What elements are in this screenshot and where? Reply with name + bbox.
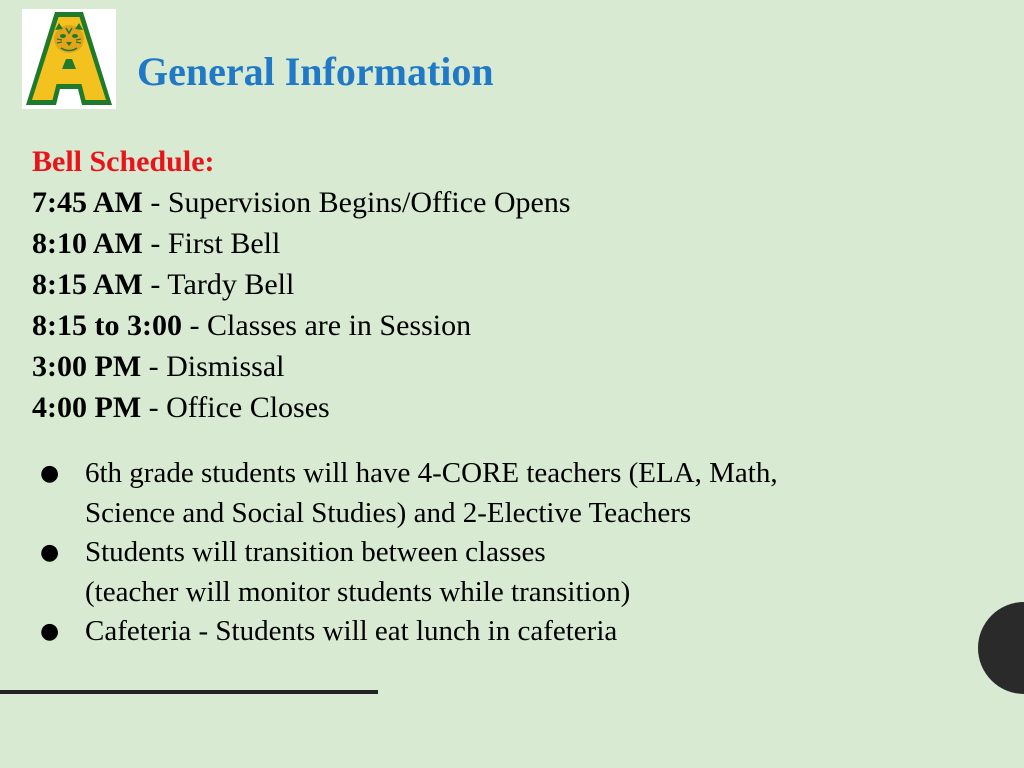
schedule-time: 4:00 PM xyxy=(32,391,142,424)
schedule-description: - Tardy Bell xyxy=(142,268,295,301)
schedule-description: - First Bell xyxy=(142,227,281,260)
bullet-text-line: (teacher will monitor students while transition) xyxy=(85,575,631,608)
schedule-time: 8:15 to 3:00 xyxy=(32,309,182,342)
bullet-icon: ● xyxy=(40,540,60,565)
schedule-row xyxy=(32,264,571,305)
list-item xyxy=(40,612,920,652)
schedule-row xyxy=(32,305,571,346)
schedule-description: - Classes are in Session xyxy=(181,309,472,342)
bullet-icon: ● xyxy=(40,619,60,644)
schedule-time: 8:10 AM xyxy=(32,227,143,260)
schedule-row xyxy=(32,182,571,223)
bell-schedule xyxy=(32,141,571,428)
bullet-text-line: Cafeteria - Students will eat lunch in cafeteria xyxy=(85,615,618,647)
schedule-description: - Office Closes xyxy=(141,391,330,424)
list-item xyxy=(40,533,920,612)
bullet-text-line: Science and Social Studies) and 2-Elective Teachers xyxy=(85,496,692,529)
page-title: General Information xyxy=(137,49,494,94)
decorative-circle xyxy=(978,602,1024,694)
school-logo xyxy=(22,9,116,109)
schedule-row xyxy=(32,223,571,264)
bullet-text-line: 6th grade students will have 4-CORE teachers (ELA, Math, xyxy=(85,457,778,489)
schedule-time: 3:00 PM xyxy=(32,350,142,383)
schedule-row xyxy=(32,387,571,428)
list-item xyxy=(40,454,920,533)
schedule-description: - Dismissal xyxy=(141,350,285,383)
schedule-description: - Supervision Begins/Office Opens xyxy=(142,186,571,219)
bell-schedule-heading: Bell Schedule: xyxy=(32,145,215,178)
info-bullet-list xyxy=(40,454,920,652)
decorative-divider xyxy=(0,690,378,694)
bullet-text-line: Students will transition between classes xyxy=(85,536,546,568)
schedule-time: 7:45 AM xyxy=(32,186,143,219)
schedule-row xyxy=(32,346,571,387)
schedule-time: 8:15 AM xyxy=(32,268,143,301)
letter-a-tiger-logo-icon xyxy=(22,9,116,109)
bullet-icon: ● xyxy=(40,461,60,486)
